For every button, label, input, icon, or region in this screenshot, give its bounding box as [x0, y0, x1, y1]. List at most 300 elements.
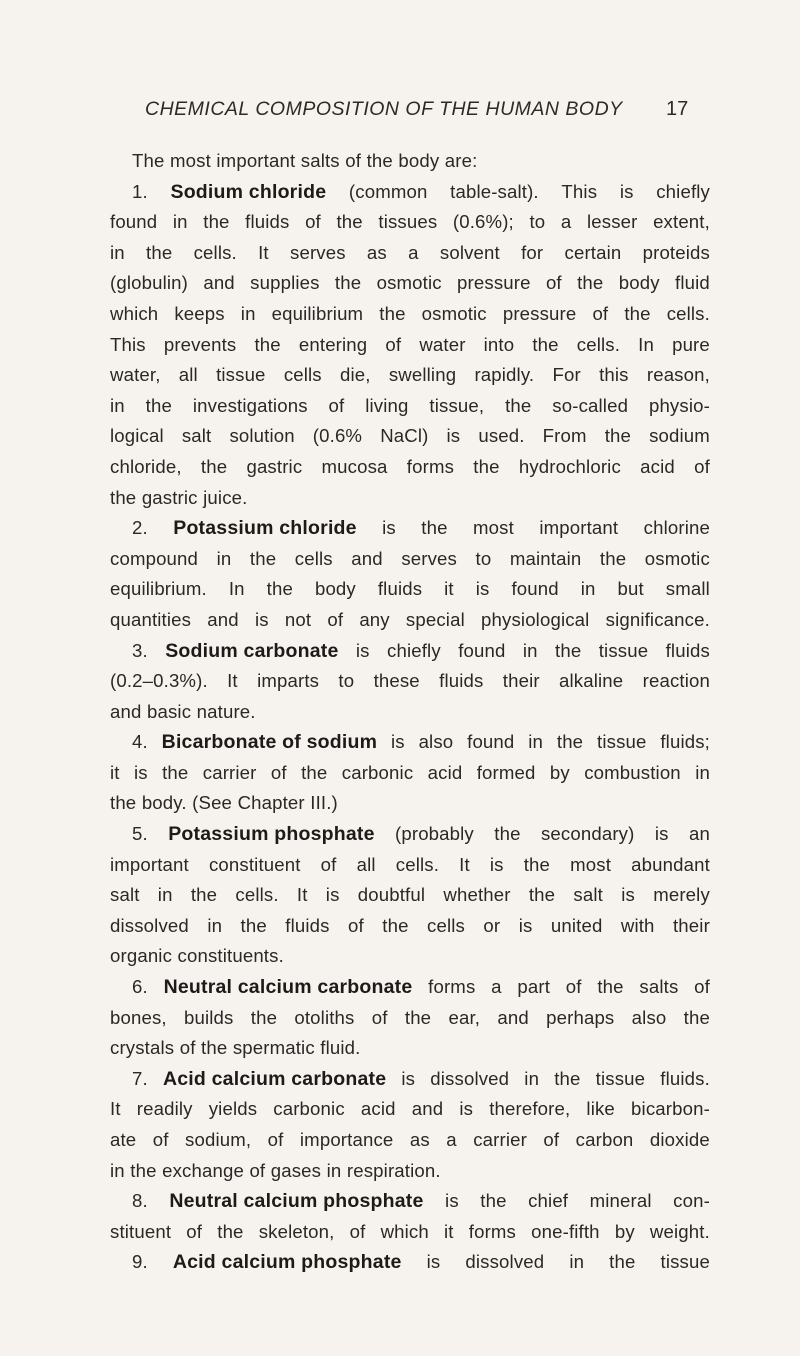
word: chloride,: [110, 455, 182, 477]
item-number: 7.: [132, 1067, 148, 1089]
word: juice.: [203, 486, 248, 508]
word: reaction: [642, 670, 710, 692]
word: the: [604, 425, 631, 447]
running-header: [0, 98, 800, 128]
word: is: [401, 1067, 416, 1089]
word: the: [146, 241, 173, 263]
word: the: [130, 1159, 157, 1181]
word: most: [170, 150, 211, 171]
word: fluids: [285, 914, 330, 936]
word: It: [227, 670, 238, 692]
word: equilibrium.: [110, 578, 207, 600]
word: the: [532, 333, 559, 355]
word: hydrochloric: [518, 455, 621, 477]
word: in: [569, 1251, 585, 1273]
word: into: [483, 333, 515, 355]
body-text: [110, 146, 710, 1278]
word: water: [419, 333, 466, 355]
word: the: [597, 976, 624, 998]
word: tissue: [598, 639, 649, 661]
word: are:: [444, 150, 478, 171]
word: the: [404, 1006, 432, 1028]
item-number: 4.: [132, 731, 148, 753]
word: which: [110, 302, 159, 324]
word: in: [528, 731, 544, 753]
word: their: [502, 670, 540, 692]
word: osmotic: [376, 272, 442, 294]
word: of: [348, 914, 364, 936]
word: their: [672, 914, 710, 936]
word: so-called: [552, 394, 629, 416]
word: con-: [673, 1190, 710, 1212]
word: physiological: [481, 608, 590, 630]
text-line: [110, 238, 710, 269]
word: the: [110, 486, 137, 508]
word: In: [638, 333, 654, 355]
word: of: [179, 1037, 196, 1059]
word: chief: [528, 1190, 569, 1212]
word: chiefly: [387, 639, 441, 661]
text-line: [110, 299, 710, 330]
word: acid: [360, 1098, 396, 1120]
word: respiration.: [346, 1159, 441, 1181]
word: of: [186, 1220, 203, 1242]
word: quantities: [110, 608, 192, 630]
word: the: [301, 761, 328, 783]
word: water,: [110, 364, 161, 386]
word: which: [380, 1220, 429, 1242]
word: significance.: [605, 608, 710, 630]
word: as: [409, 1129, 430, 1150]
text-line: [110, 788, 710, 819]
word: dioxide: [649, 1129, 710, 1150]
word: fluids;: [660, 731, 710, 753]
word: fluids: [665, 639, 710, 661]
salt-name: Potassium chloride: [173, 517, 357, 540]
word: importance: [299, 1129, 394, 1150]
word: It: [296, 884, 308, 906]
word: of: [371, 1006, 388, 1028]
word: also: [418, 731, 454, 753]
word: crystals: [110, 1037, 175, 1059]
text-line: [110, 1156, 710, 1187]
text-line: [110, 391, 710, 422]
item-number: 9.: [132, 1251, 148, 1273]
word: solvent: [439, 241, 500, 263]
word: and: [207, 608, 239, 630]
salt-name: Sodium carbonate: [165, 639, 339, 662]
word: the: [336, 211, 363, 233]
text-line: [110, 1003, 710, 1034]
word: the: [266, 578, 293, 600]
word: organic: [110, 945, 173, 967]
word: entering: [298, 333, 368, 355]
word: lesser: [586, 211, 638, 233]
word: compound: [110, 547, 199, 569]
word: by: [614, 1220, 635, 1242]
word: gases: [270, 1159, 322, 1181]
text-line: [110, 574, 710, 605]
word: dissolved: [465, 1251, 545, 1273]
text-line: [110, 697, 710, 728]
word: gastric: [141, 486, 198, 508]
word: rapidly.: [474, 364, 535, 386]
word: carbonic: [341, 761, 414, 783]
word: the: [577, 272, 604, 294]
word: of: [694, 976, 710, 998]
word: the: [240, 914, 267, 936]
text-line: [110, 605, 710, 636]
word: used.: [478, 425, 525, 447]
word: in: [157, 884, 173, 906]
word: an: [688, 823, 710, 845]
word: in: [524, 1067, 540, 1089]
word: carbon: [575, 1129, 634, 1150]
word: the: [473, 455, 500, 477]
word: in: [110, 394, 125, 416]
word: as: [366, 241, 387, 263]
text-line: [110, 1186, 710, 1217]
word: salt: [110, 884, 140, 906]
word: the: [254, 333, 281, 355]
word: is: [382, 517, 396, 539]
word: This: [110, 333, 146, 355]
word: is: [325, 884, 340, 906]
word: formed: [476, 761, 536, 783]
word: sodium: [649, 425, 710, 447]
word: is: [489, 853, 504, 875]
word: (0.6%);: [452, 211, 514, 233]
word: this: [599, 364, 629, 386]
word: living: [365, 394, 409, 416]
word: investigations: [192, 394, 308, 416]
word: and: [351, 547, 383, 569]
word: bones,: [110, 1006, 167, 1028]
word: (common: [348, 180, 428, 202]
word: cells.: [666, 302, 710, 324]
word: like: [586, 1098, 615, 1120]
word: in: [110, 1159, 125, 1181]
text-line: [110, 146, 710, 177]
text-line: [110, 727, 710, 758]
text-line: [110, 758, 710, 789]
word: the: [145, 394, 172, 416]
word: the: [110, 792, 137, 814]
word: any: [359, 608, 390, 630]
word: For: [552, 364, 581, 386]
item-number: 3.: [132, 639, 148, 661]
word: the: [379, 302, 406, 324]
word: is: [446, 425, 461, 447]
word: Chapter: [237, 792, 305, 814]
word: for: [521, 241, 544, 263]
word: otoliths: [294, 1006, 355, 1028]
text-line: [110, 850, 710, 881]
word: body: [398, 150, 440, 171]
text-line: [110, 1064, 710, 1095]
word: salts: [639, 976, 679, 998]
text-line: [110, 880, 710, 911]
word: forms: [428, 976, 476, 998]
word: of: [152, 1129, 169, 1150]
running-title: CHEMICAL COMPOSITION OF THE HUMAN BODY: [145, 98, 623, 120]
word: the: [505, 394, 532, 416]
word: reason,: [646, 364, 710, 386]
word: is: [459, 1098, 474, 1120]
word: these: [373, 670, 420, 692]
word: and: [497, 1006, 529, 1028]
word: the: [421, 517, 448, 539]
word: extent,: [653, 211, 710, 233]
word: body: [314, 578, 356, 600]
word: nature.: [196, 700, 256, 722]
text-line: [110, 666, 710, 697]
word: abundant: [631, 853, 710, 875]
word: doubtful: [357, 884, 426, 906]
word: salts: [300, 150, 340, 171]
word: serves: [290, 241, 346, 263]
word: salt: [181, 425, 212, 447]
word: carbonic: [273, 1098, 345, 1120]
word: tissue: [660, 1251, 710, 1273]
word: tissue,: [429, 394, 485, 416]
word: exchange: [162, 1159, 244, 1181]
text-line: [110, 544, 710, 575]
word: fluids: [439, 670, 484, 692]
word: a: [446, 1129, 457, 1150]
word: the: [250, 1006, 278, 1028]
word: equilibrium: [271, 302, 364, 324]
word: proteids: [642, 241, 710, 263]
word: mineral: [589, 1190, 652, 1212]
word: (See: [192, 792, 233, 814]
word: sodium,: [185, 1129, 252, 1150]
word: body: [618, 272, 660, 294]
word: in: [522, 639, 538, 661]
text-line: [110, 452, 710, 483]
word: to: [338, 670, 355, 692]
word: imparts: [257, 670, 320, 692]
word: of: [545, 272, 562, 294]
word: tissue: [595, 1067, 646, 1089]
word: the: [200, 455, 228, 477]
salt-name: Bicarbonate of sodium: [161, 731, 378, 754]
word: one-fifth: [531, 1220, 600, 1242]
word: all: [356, 853, 376, 875]
word: acid: [427, 761, 463, 783]
word: it: [110, 761, 120, 783]
word: of: [327, 608, 344, 630]
word: the: [201, 1037, 228, 1059]
item-number: 1.: [132, 180, 148, 202]
word: and: [110, 700, 142, 722]
word: fluid: [675, 272, 710, 294]
word: in: [172, 211, 188, 233]
text-line: [110, 972, 710, 1003]
word: In: [228, 578, 245, 600]
word: From: [542, 425, 587, 447]
word: combustion: [584, 761, 681, 783]
word: fluids: [245, 211, 290, 233]
word: constituents.: [177, 945, 284, 967]
word: cells.: [235, 884, 279, 906]
word: the: [683, 1006, 710, 1028]
text-line: [110, 177, 710, 208]
word: (probably: [395, 823, 474, 845]
word: fluid.: [320, 1037, 361, 1059]
word: the: [162, 761, 189, 783]
word: the: [190, 884, 218, 906]
word: in: [240, 302, 256, 324]
word: osmotic: [421, 302, 487, 324]
word: is: [355, 639, 370, 661]
text-line: [110, 636, 710, 667]
word: carrier: [202, 761, 257, 783]
text-line: [110, 911, 710, 942]
word: the: [609, 1251, 636, 1273]
word: with: [620, 914, 655, 936]
word: of: [345, 150, 362, 171]
word: maintain: [509, 547, 582, 569]
word: important: [110, 853, 189, 875]
word: forms: [468, 1220, 516, 1242]
word: cells: [283, 364, 322, 386]
word: in: [580, 578, 596, 600]
word: the: [382, 914, 409, 936]
word: certain: [564, 241, 622, 263]
word: in: [326, 1159, 342, 1181]
word: most: [473, 517, 514, 539]
word: to: [475, 547, 492, 569]
word: (0.2–0.3%).: [110, 670, 208, 692]
item-number: 6.: [132, 976, 148, 998]
item-number: 8.: [132, 1190, 148, 1212]
text-line: [110, 513, 710, 544]
word: a: [560, 211, 572, 233]
word: in: [695, 761, 710, 783]
item-number: 5.: [132, 823, 148, 845]
word: serves: [401, 547, 457, 569]
word: is: [475, 578, 490, 600]
word: important: [216, 150, 296, 171]
word: It: [110, 1098, 121, 1120]
text-line: [110, 941, 710, 972]
word: cells.: [193, 241, 237, 263]
word: salt: [573, 884, 603, 906]
word: constituent: [208, 853, 301, 875]
word: gastric: [246, 455, 303, 477]
text-line: [110, 819, 710, 850]
word: swelling: [388, 364, 457, 386]
word: the: [523, 853, 551, 875]
word: the: [556, 731, 584, 753]
word: of: [565, 976, 582, 998]
word: chlorine: [643, 517, 710, 539]
word: the: [480, 1190, 507, 1212]
word: small: [665, 578, 710, 600]
word: a: [408, 241, 419, 263]
word: ear,: [448, 1006, 481, 1028]
text-line: [110, 421, 710, 452]
word: is: [254, 608, 269, 630]
word: tissue: [597, 731, 647, 753]
text-line: [110, 330, 710, 361]
word: alkaline: [559, 670, 624, 692]
word: solution: [229, 425, 295, 447]
word: prevents: [163, 333, 237, 355]
text-line: [110, 483, 710, 514]
word: the: [599, 547, 627, 569]
item-number: 2.: [132, 517, 148, 539]
word: basic: [146, 700, 192, 722]
word: III.): [310, 792, 338, 814]
word: to: [529, 211, 546, 233]
word: it: [444, 578, 454, 600]
word: but: [617, 578, 644, 600]
word: ate: [110, 1129, 137, 1150]
word: whether: [443, 884, 511, 906]
word: keeps: [174, 302, 225, 324]
word: the: [494, 823, 521, 845]
text-line: [110, 1125, 710, 1156]
word: body.: [141, 792, 187, 814]
text-line: [110, 268, 710, 299]
word: of: [385, 333, 402, 355]
word: is: [518, 914, 533, 936]
word: is: [426, 1251, 441, 1273]
word: merely: [653, 884, 710, 906]
word: cells: [294, 547, 333, 569]
word: is: [445, 1190, 459, 1212]
word: of: [543, 1129, 560, 1150]
word: perhaps: [546, 1006, 615, 1028]
word: readily: [136, 1098, 193, 1120]
word: chiefly: [656, 180, 710, 202]
word: of: [270, 761, 287, 783]
word: supplies: [250, 272, 320, 294]
word: secondary): [540, 823, 635, 845]
word: important: [539, 517, 619, 539]
word: dissolved: [110, 914, 189, 936]
word: is: [390, 731, 405, 753]
word: the: [366, 150, 393, 171]
word: the: [624, 302, 651, 324]
word: the: [528, 884, 556, 906]
word: in: [207, 914, 223, 936]
page-number: 17: [666, 98, 689, 120]
word: NaCl): [380, 425, 429, 447]
word: the: [334, 272, 362, 294]
word: therefore,: [489, 1098, 571, 1120]
word: the: [554, 1067, 581, 1089]
word: skeleton,: [258, 1220, 335, 1242]
word: found: [110, 211, 158, 233]
word: pressure: [502, 302, 577, 324]
text-line: [110, 1247, 710, 1278]
word: acid: [640, 455, 675, 477]
word: of: [694, 455, 710, 477]
word: most: [570, 853, 612, 875]
word: yields: [208, 1098, 258, 1120]
word: all: [178, 364, 198, 386]
word: pressure: [457, 272, 531, 294]
word: fluids.: [660, 1067, 710, 1089]
word: found: [511, 578, 559, 600]
word: found: [467, 731, 515, 753]
word: (0.6%: [312, 425, 363, 447]
word: of: [249, 1159, 266, 1181]
word: and: [203, 272, 235, 294]
